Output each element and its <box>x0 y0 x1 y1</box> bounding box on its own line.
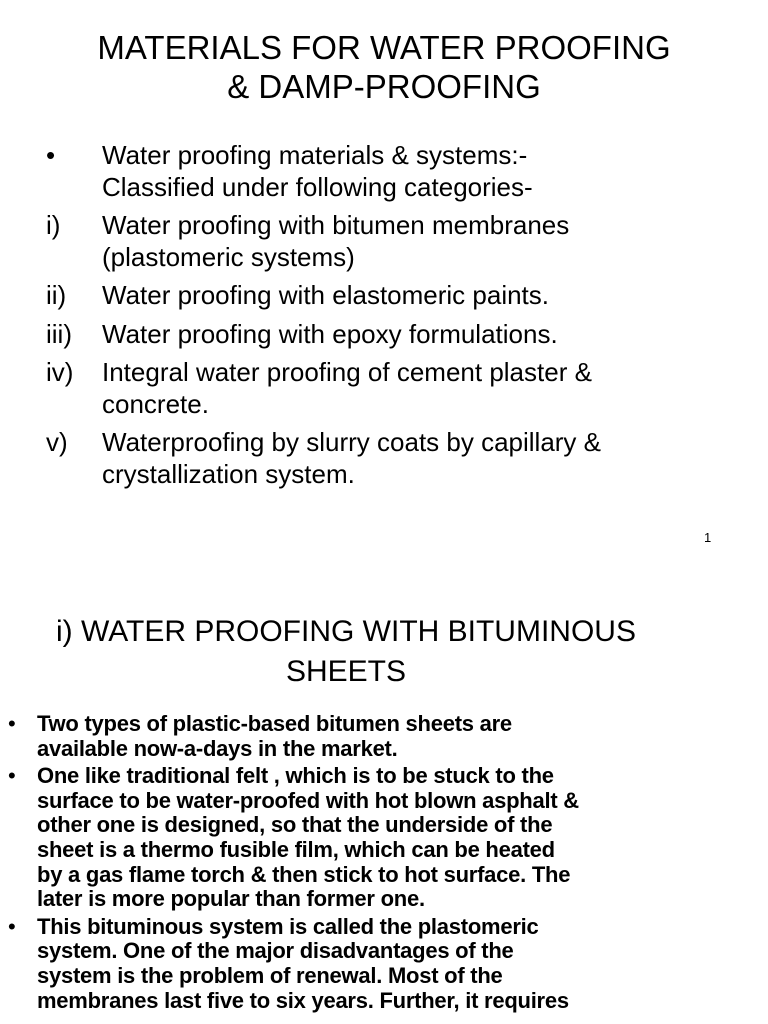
item-line: Waterproofing by slurry coats by capillary & <box>102 427 602 457</box>
item-text <box>102 210 756 273</box>
item-text <box>102 280 756 312</box>
list-item <box>8 915 698 1013</box>
bullet-marker: • <box>8 711 16 736</box>
list-item <box>46 319 756 351</box>
item-line: later is more popular than former one. <box>37 886 425 912</box>
item-text <box>37 915 698 1013</box>
item-line: This bituminous system is called the plastomeric <box>37 913 539 939</box>
item-line: (plastomeric systems) <box>102 241 355 272</box>
category-list <box>46 140 756 497</box>
bullet-marker: • <box>46 140 56 170</box>
item-line: surface to be water-proofed with hot blown asphalt & <box>37 787 579 813</box>
list-item <box>46 427 756 490</box>
list-item <box>8 764 698 912</box>
list-item <box>46 280 756 312</box>
item-line: system is the problem of renewal. Most of the <box>37 962 503 988</box>
bullet-marker: • <box>8 913 16 939</box>
list-marker: ii) <box>46 280 67 310</box>
page-number: 1 <box>704 530 712 545</box>
item-text <box>37 764 698 912</box>
title-line: MATERIALS FOR WATER PROOFING <box>97 29 671 66</box>
item-line: concrete. <box>102 388 209 419</box>
item-line: Integral water proofing of cement plaster & <box>102 357 592 387</box>
item-line: Water proofing with bitumen membranes <box>102 210 570 240</box>
item-line: Water proofing materials & systems:- <box>102 140 528 170</box>
item-text <box>102 427 756 490</box>
list-marker: iv) <box>46 357 74 387</box>
list-item <box>46 357 756 420</box>
slide-2-title <box>0 612 692 692</box>
item-line: Two types of plastic-based bitumen sheets are <box>37 711 512 736</box>
item-text <box>102 319 756 351</box>
item-line: other one is designed, so that the underside of the <box>37 812 553 838</box>
item-line: Classified under following categories- <box>102 171 533 202</box>
item-text <box>37 712 698 761</box>
item-line: Water proofing with epoxy formulations. <box>102 318 558 349</box>
item-text <box>102 140 756 203</box>
bullet-list <box>8 712 698 1016</box>
list-marker: i) <box>46 210 61 240</box>
item-line: membranes last five to six years. Further, it requires <box>37 987 569 1013</box>
slide-1-title <box>0 28 768 106</box>
bullet-marker: • <box>8 763 16 789</box>
title-line: SHEETS <box>285 655 407 688</box>
list-item <box>46 140 756 203</box>
item-line: by a gas flame torch & then stick to hot surface. The <box>37 861 571 887</box>
item-text <box>102 357 756 420</box>
item-line: available now-a-days in the market. <box>37 735 398 761</box>
list-marker: iii) <box>46 318 72 349</box>
list-marker: v) <box>46 427 68 457</box>
list-item <box>8 712 698 761</box>
slide-2 <box>0 572 768 1024</box>
title-line: & DAMP-PROOFING <box>227 68 541 105</box>
list-item <box>46 210 756 273</box>
item-line: crystallization system. <box>102 458 355 489</box>
item-line: One like traditional felt , which is to be stuck to the <box>37 763 554 789</box>
item-line: system. One of the major disadvantages of the <box>37 938 514 964</box>
item-line: sheet is a thermo fusible film, which can be heated <box>37 836 555 862</box>
item-line: Water proofing with elastomeric paints. <box>102 280 550 310</box>
title-line: i) WATER PROOFING WITH BITUMINOUS <box>56 615 636 648</box>
